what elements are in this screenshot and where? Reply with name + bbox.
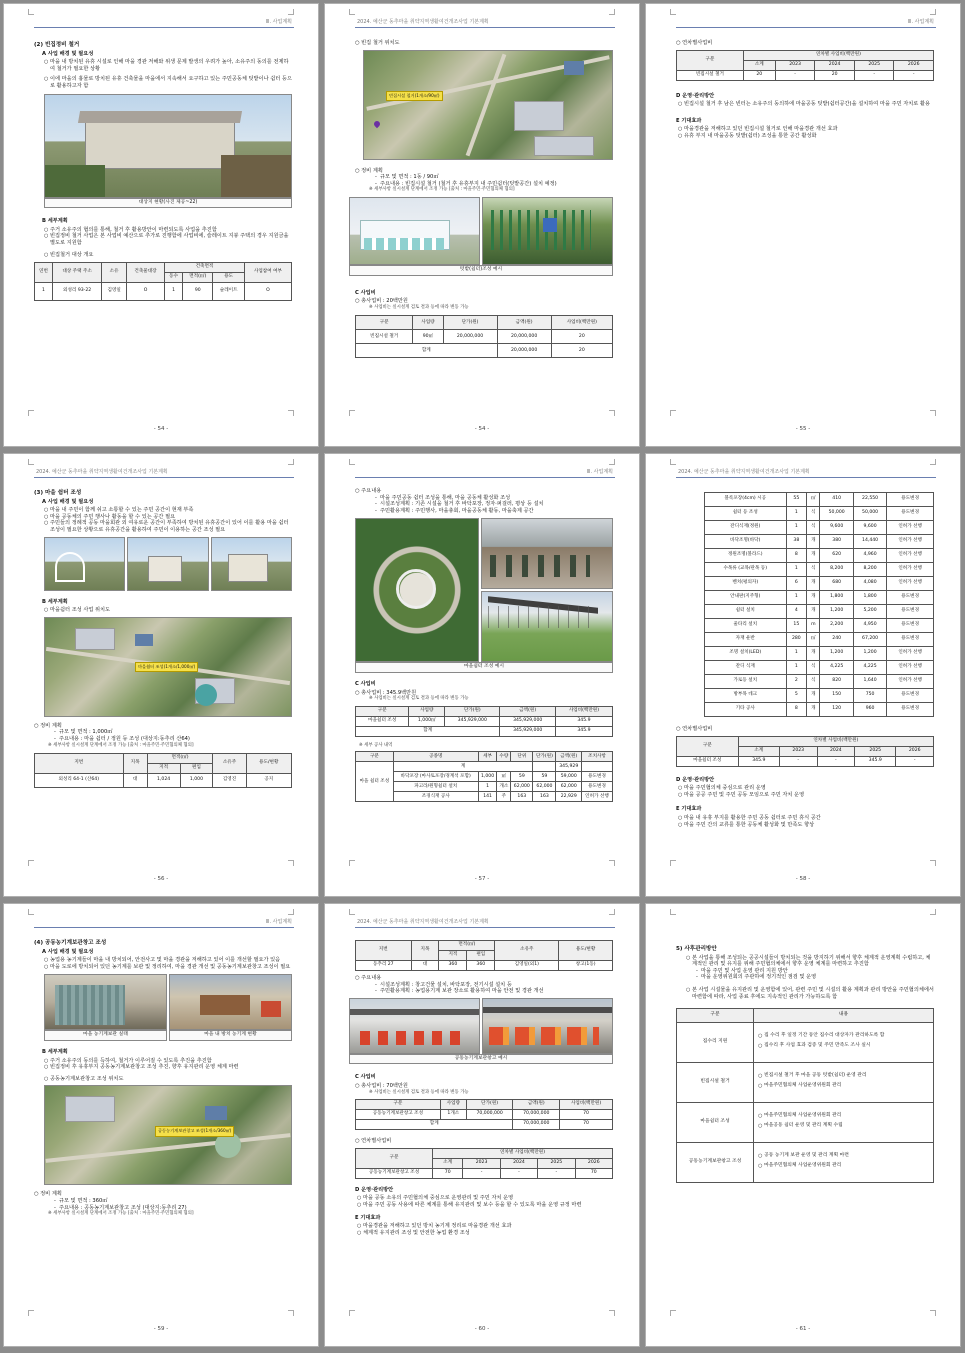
table-cell: 용도변경 [887, 689, 934, 703]
running-header: Ⅲ. 사업계획 [355, 466, 615, 478]
table-row [677, 1023, 934, 1063]
table-row [677, 1143, 934, 1183]
table-row: 마을쉼터 조성 1,000㎡ 345,929,000 345,929,000 345.9 [356, 716, 613, 726]
lot-table: 지번 지목 면적(㎡) 소유주 용도/현황 지적 편입 동추리 27 대 360 360 김영일(외1) 창고(1동) [355, 940, 613, 971]
yearly-budget-table: 구분 연차별 사업비(백만원) 소계 2023 2024 2025 2026 공동농기계보관창고 조성 70 - - - 70 [355, 1148, 613, 1179]
table-cell: 8 [786, 703, 807, 717]
bullet: ○ 마을 도로에 방치되어 있던 농기계를 보관 및 정리하여, 마을 경관 개선 및 공동농기계보관창고 조성이 필요 [44, 964, 292, 971]
bullet: ○ 농업용 농기계들이 마을 내 방치되어, 안전사고 및 마을 경관을 저해하고 있어 이를 개선할 필요가 있음 [44, 957, 292, 964]
subsection-e: E 기대효과 [676, 117, 702, 124]
table-row [705, 577, 934, 591]
table-cell: 8,200 [820, 563, 853, 577]
table-cell: 50,000 [853, 507, 886, 521]
table-cell: 1 [786, 661, 807, 675]
cost-note: ※ 사업비는 실시설계 검토 결과 등에 따라 변동 가능 [369, 1089, 469, 1095]
table-row: 1 외성리 93-22 김영일 O 1 90 슬레이트 O [35, 283, 292, 301]
table-cell: 1,640 [853, 675, 886, 689]
section-title: (3) 마을 쉼터 조성 [34, 490, 82, 496]
table-cell: 820 [820, 675, 853, 689]
bullet: ○ 공동 농기계 보관 운영 및 관리 계획 마련 [758, 1153, 929, 1160]
site-photos [44, 974, 292, 1041]
content-title: ○ 주요내용 [355, 488, 382, 494]
bullet: ○ 집수리 후 사업 효과 검증 및 주민 만족도 조사 실시 [758, 1043, 929, 1050]
table-cell: 개 [807, 605, 820, 619]
table-cell: 9,600 [853, 521, 886, 535]
page-number: - 61 - [795, 1326, 811, 1332]
table-cell: 개 [807, 689, 820, 703]
bullet: ○ 마을 내 유휴 부지를 활용한 주민 공동 쉼터로 주민 휴식 공간 [678, 815, 934, 822]
yearly-budget-title: ○ 연차별사업비 [676, 726, 713, 732]
table-row [705, 619, 934, 633]
detail-table: 구분 공종명 세부 수량 단위 단가(원) 금액(원) 조치사항 마을 쉼터 조성 계 345,929 바닥포장 (마사토포장/경계석 포함) 1,000 ㎡ 59 59 59,000 용도변경 파고라/원형쉼터 설치 1 개소 62,000 62,000 62,000 용도변경 조경식재 공사 141 주 163 163 22,929 인허가 선행 [355, 751, 613, 802]
table-cell: 자재 운반 [705, 633, 787, 647]
content-item: - 마을 주민공동 쉼터 조성을 통해, 마을 공동체 활성화 조성 [375, 495, 613, 502]
table-cell: 개 [807, 703, 820, 717]
building-photo [44, 94, 292, 198]
table-cell: 620 [820, 549, 853, 563]
table-row [705, 675, 934, 689]
table-cell: 쉼터 설치 [705, 605, 787, 619]
table-cell: 집수리 지원 [677, 1023, 754, 1063]
table-cell: 960 [853, 703, 886, 717]
table-cell: 1 [786, 507, 807, 521]
table-cell: 2,200 [820, 619, 853, 633]
bullet: ○ 빈집정비 후 유휴부지 공동농기계보관창고 조성 추진, 향후 유지관리 운영 체계 마련 [44, 1064, 292, 1071]
photo-caption: 마을 농기계보관 실태 [44, 1030, 167, 1041]
content-item: - 주민활용계획 : 주민행사, 마을총회, 마을공동체 활동, 마을축제 공간 [375, 508, 613, 515]
running-header: Ⅲ. 사업계획 [34, 16, 294, 28]
page-number: - 55 - [795, 426, 811, 432]
yearly-budget-table: 구분 연차별 사업비(백만원) 소계 2023 2024 2025 2026 빈집시설 철거 20 - 20 - - [676, 50, 934, 81]
subsection-b: B 세부계획 [42, 218, 68, 225]
table-cell: 150 [820, 689, 853, 703]
table-cell: 410 [820, 493, 853, 507]
table-cell: 기타 공사 [705, 703, 787, 717]
table-cell: 용도변경 [887, 619, 934, 633]
sub-bullet: - 마을 주민 및 사업 운영 관리 지원 방안 [696, 968, 934, 975]
bullet: ○ 마을 주민 공동 사용에 따른 체계를 통해 유지관리 및 보수 등을 할 수 있도록 마을 운영 규정 마련 [357, 1202, 613, 1209]
bullet: ○ 유휴 부지 내 마을공동 텃밭(쉼터) 조성을 통한 공간 활성화 [678, 133, 934, 140]
detail-title: ※ 세부 공사 내역 [359, 742, 393, 748]
table-cell: 120 [820, 703, 853, 717]
page-55 [645, 3, 961, 447]
table-cell: 블록포장(4cm) 시공 [705, 493, 787, 507]
page-number: - 54 - [474, 426, 490, 432]
running-header: 2024. 예산군 동추마을 취약지역생활여건개조사업 기본계획 [355, 916, 615, 928]
cost-table: 구분 사업량 단가(원) 금액(원) 사업비(백만원) 빈집시설 철거 90㎡ 20,000,000 20,000,000 20 합계 20,000,000 20 [355, 315, 613, 358]
photo-caption: 텃밭(쉼터)조성 예시 [349, 265, 613, 276]
table-row [677, 1103, 934, 1143]
bullet: ○ 주민들의 정례적 공동 마을회관 외 여유로운 공간이 부족하여 방치된 유휴공간이 있어 이를 활용 마을 쉼터 조성이 필요한 상황으로 유휴공간을 활용하여 주민이 이용하는 공간 조성 필요 [44, 520, 292, 533]
page-number: - 59 - [153, 1326, 169, 1332]
table-row: 마을쉼터 조성 345.9 - - 345.9 - [677, 756, 934, 766]
subsection-c: C 사업비 [355, 289, 376, 296]
table-row: 마을 쉼터 조성 계 345,929 [356, 762, 613, 772]
table-cell [754, 1143, 934, 1183]
table-cell: ㎡ [807, 493, 820, 507]
cost-table: 구분 사업량 단가(원) 금액(원) 사업비(백만원) 마을쉼터 조성 1,000㎡ 345,929,000 345,929,000 345.9 합계 345,929,000 345.9 [355, 706, 613, 737]
table-row [705, 661, 934, 675]
table-cell: 8,200 [853, 563, 886, 577]
table-cell: 5,200 [853, 605, 886, 619]
table-cell: 55 [786, 493, 807, 507]
aftercare-table: 구분 내용 집수리 지원 ○ 집 수리 후 일정 기간 동안 집수리 대상자가 관리하도록 함 ○ 집수리 후 사업 효과 검증 및 주민 만족도 조사 실시 빈집시설 철거 ○ 빈집시설 철거 후 마을 공동 텃밭(쉼터) 운영 관리 ○ 마을주민협의체 사업운영위원회 관리 마을쉼터 조성 ○ 마을주민협의체 사업운영위원회 관리 ○ 마을공동 쉼터 운영 및 관리 계획 수립 공동농기계보관창고 조성 ○ 공동 농기계 보관 운영 및 관리 계획 마련 ○ 마을주민협의체 사업운영위원회 관리 [676, 1008, 934, 1183]
bullet: ○ 마을경관을 저해하고 있던 빈집시설 철거로 인해 마을경관 개선 효과 [678, 126, 934, 133]
table-cell: 50,000 [820, 507, 853, 521]
bullet: ○ 빈집철거 대상 개요 [44, 252, 292, 259]
table-row: 빈집시설 철거 20 - 20 - - [677, 70, 934, 80]
table-cell: 빈집시설 철거 [677, 1063, 754, 1103]
location-map [363, 50, 613, 160]
subsection-c: C 사업비 [355, 1074, 376, 1081]
subsection-c: C 사업비 [355, 680, 376, 687]
bullet: ○ 마을 내 방치된 유휴 시설로 인해 마을 경관 저해와 위생 문제 발생의 우려가 높아, 소유주의 동의를 전제하여 철거가 필요한 상황 [44, 59, 292, 72]
table-cell: 4,225 [853, 661, 886, 675]
table-cell: 안내판(지주형) [705, 591, 787, 605]
yearly-budget-title: ○ 연차별사업비 [676, 40, 713, 46]
table-cell: 용도변경 [887, 633, 934, 647]
total-cost: ○ 총사업비 : 70백만원 [355, 1082, 408, 1089]
table-total: 합계 20,000,000 20 [356, 344, 613, 358]
content-item: - 시설조성계획 : 기존 시설을 철거 후 바닥포장, 정자·퍼걸러, 평상 등 설치 [375, 501, 613, 508]
table-row [705, 633, 934, 647]
page-number: - 57 - [474, 876, 490, 882]
table-cell: 38 [786, 535, 807, 549]
table-cell: 마을쉼터 조성 [677, 1103, 754, 1143]
table-cell: 280 [786, 633, 807, 647]
bullet: ○ 마을 주민협의체 중심으로 관리 운영 [678, 785, 934, 792]
lot-table: 지번 지목 면적(㎡) 소유주 용도/현황 지적 편입 외성리 64-1 (산64) 대 1,024 1,000 김영진 공지 [34, 753, 292, 788]
plan-note: ※ 세부사항 실시설계 단계에서 조정 가능 [출처 : 마을주민·주민협의체 협의] [369, 187, 515, 193]
section-title: (4) 공동농기계보관창고 조성 [34, 940, 107, 946]
table-cell: 9,600 [820, 521, 853, 535]
subsection-a: A 사업 배경 및 필요성 [42, 498, 94, 505]
example-photos [349, 197, 613, 265]
table-cell: 1,800 [820, 591, 853, 605]
table-cell: 1,200 [820, 647, 853, 661]
bullet: ○ 빈집시설 철거 후 남은 빈터는 소유주의 동의하에 마을공동 텃밭(쉼터공간)을 설치하여 마을 주민 자치로 활용 [678, 101, 934, 108]
page-number: - 60 - [474, 1326, 490, 1332]
table-row [705, 591, 934, 605]
table-cell: 용도변경 [887, 493, 934, 507]
bullet: ○ 주거 소유주의 협의를 통해, 철거 후 활용방안이 마련되도록 사업을 추진함 [44, 227, 292, 234]
table-cell: 67,200 [853, 633, 886, 647]
subsection-d: D 운영·관리방안 [676, 776, 715, 783]
subsection-d: D 운영·관리방안 [355, 1186, 394, 1193]
table-row [705, 647, 934, 661]
total-cost: ○ 총사업비 : 345.9백만원 [355, 689, 417, 696]
subsection-b: B 세부계획 [42, 598, 68, 605]
page-54 [3, 3, 319, 447]
plan-item: - 규모 및 면적 : 360㎡ [54, 1198, 292, 1205]
table-cell: 1 [786, 521, 807, 535]
table-row: 바닥포장 (마사토포장/경계석 포함) 1,000 ㎡ 59 59 59,000 용도변경 [356, 772, 613, 782]
table-cell: 680 [820, 577, 853, 591]
table-cell: 인허가 선행 [887, 549, 934, 563]
plan-title: ○ 정비 계획 [34, 1191, 62, 1198]
table-cell: 380 [820, 535, 853, 549]
table-cell: 22,550 [853, 493, 886, 507]
subsection-d: D 운영·관리방안 [676, 92, 715, 99]
table-cell: 6 [786, 577, 807, 591]
section-title: (2) 빈집정비 철거 [34, 42, 80, 48]
table-cell [754, 1063, 934, 1103]
table-cell: 개 [807, 647, 820, 661]
table-cell: 1,800 [853, 591, 886, 605]
table-cell: 1 [786, 563, 807, 577]
table-cell: 1,200 [853, 647, 886, 661]
table-cell: 개 [807, 535, 820, 549]
content-title: ○ 주요내용 [355, 975, 382, 981]
table-cell: 5 [786, 689, 807, 703]
plan-note: ※ 세부사항 실시설계 단계에서 조정 가능 [출처 : 마을주민·주민협의체 협의] [48, 1211, 194, 1217]
sub-bullet: - 마을 운영위원회의 주관하에 정기적인 점검 및 운영 [696, 974, 934, 981]
table-cell: 인허가 선행 [887, 675, 934, 689]
table-row: 동추리 27 대 360 360 김영일(외1) 창고(1동) [356, 961, 613, 971]
table-row [705, 605, 934, 619]
plan-item: - 규모 및 면적 : 1,000㎡ [54, 729, 292, 736]
table-cell: ㎥ [807, 633, 820, 647]
table-row [705, 689, 934, 703]
table-cell: 식 [807, 661, 820, 675]
table-cell: 공동농기계보관창고 조성 [677, 1143, 754, 1183]
map-label: 마을쉼터 조성(1개소/1,000㎡) [135, 662, 198, 673]
table-cell: 인허가 선행 [887, 563, 934, 577]
table-cell: 240 [820, 633, 853, 647]
running-header: Ⅲ. 사업계획 [676, 16, 936, 28]
table-cell: 2 [786, 675, 807, 689]
bullet: ○ 마을 공공 주민 및 주민 공동 모임으로 주민 자치 운영 [678, 792, 934, 799]
target-house-table: 연번 대상 주택 주소 소유 건축물대장 건축면적 사업참여 여부 동수 면적(㎡) 용도 1 외성리 93-22 김영일 O 1 90 슬레이트 O [34, 262, 292, 301]
yearly-budget-table: 구분 연차별 사업비(백만원) 소계 2023 2024 2025 2026 마을쉼터 조성 345.9 - - 345.9 - [676, 736, 934, 767]
table-cell: 용도변경 [887, 605, 934, 619]
bullet: ○ 마을주민협의체 사업운영위원회 관리 [758, 1083, 929, 1090]
location-title: ○ 빈집 철거 위치도 [355, 40, 400, 46]
yearly-budget-title: ○ 연차별사업비 [355, 1138, 392, 1145]
table-cell: 방부목 데크 [705, 689, 787, 703]
table-cell: 쉼터 등 조성 [705, 507, 787, 521]
page-58 [645, 453, 961, 897]
table-row [705, 521, 934, 535]
plan-title: ○ 정비 계획 [34, 722, 62, 729]
map-label: 빈집시설 철거(1개소/90㎡) [386, 91, 443, 102]
table-cell: 15 [786, 619, 807, 633]
table-cell: 750 [853, 689, 886, 703]
photo-caption: 마을 내 방치 농기계 현황 [169, 1030, 292, 1041]
table-cell: 잔디식재(정원) [705, 521, 787, 535]
table-cell: 수목류 (교목/관목 등) [705, 563, 787, 577]
table-cell: 개 [807, 591, 820, 605]
table-total: 합계 70,000,000 70 [356, 1120, 613, 1130]
bullet: ○ 마을경관을 저해하고 있던 방치 농기계 정리로 마을경관 개선 효과 [357, 1223, 613, 1230]
bullet: ○ 마을공동 쉼터 운영 및 관리 계획 수립 [758, 1123, 929, 1130]
photo-caption: 마을쉼터 조성 예시 [355, 662, 613, 673]
site-photos [44, 537, 292, 591]
table-cell: 4 [786, 605, 807, 619]
table-cell: 가로등 설치 [705, 675, 787, 689]
bullet: ○ 공동농기계보관창고 조성 위치도 [44, 1076, 292, 1083]
page-61 [645, 903, 961, 1347]
table-cell: 1,200 [820, 605, 853, 619]
subsection-e: E 기대효과 [355, 1214, 381, 1221]
table-row: 공동농기계보관창고 조성 70 - - - 70 [356, 1168, 613, 1178]
running-header: Ⅲ. 사업계획 [34, 916, 294, 928]
table-row: 공동농기계보관창고 조성 1개소 70,000,000 70,000,000 70 [356, 1110, 613, 1120]
table-cell: 8 [786, 549, 807, 563]
cost-note: ※ 사업비는 실시설계 검토 결과 등에 따라 변동 가능 [369, 696, 469, 702]
content-item: - 주민활용계획 : 농업용기계 보관 장소로 활용하여 마을 안전 및 경관 개선 [375, 988, 613, 995]
page-number: - 54 - [153, 426, 169, 432]
bullet: ○ 마을 공동체의 주민 행사나 활동을 할 수 있는 공간 필요 [44, 514, 292, 521]
table-row: 외성리 64-1 (산64) 대 1,024 1,000 김영진 공지 [35, 774, 292, 788]
table-cell: 용도변경 [887, 591, 934, 605]
table-cell: 4,225 [820, 661, 853, 675]
bullet: ○ 마을쉼터 조성 사업 위치도 [44, 607, 292, 614]
table-cell: 인허가 선행 [887, 535, 934, 549]
table-row [705, 703, 934, 717]
cost-note: ※ 사업비는 실시설계 검토 결과 등에 따라 변동 가능 [369, 304, 469, 310]
table-cell [754, 1103, 934, 1143]
plan-note: ※ 세부사항 실시설계 단계에서 조정 가능 [출처 : 마을주민·주민협의체 협의] [48, 742, 194, 748]
bullet: ○ 마을 공동 소유의 주민협의체 중심으로 운영관리 및 주민 자치 운영 [357, 1195, 613, 1202]
bullet: ○ 마을 내 주민이 함께 쉬고 소통할 수 있는 주민 공간이 현재 부족 [44, 507, 292, 514]
photo-caption: 공동농기계보관창고 예시 [349, 1054, 613, 1065]
location-map [44, 617, 292, 717]
page-57 [324, 453, 640, 897]
plan-item: - 주요내용 : 공동농기계보관창고 조성 (대상지:동추리 27) [54, 1205, 292, 1212]
plan-title: ○ 정비 계획 [355, 167, 383, 174]
bullet: ○ 마을주민협의체 사업운영위원회 관리 [758, 1113, 929, 1120]
page-54b [324, 3, 640, 447]
running-header: 2024. 예산군 동추마을 취약지역생활여건개조사업 기본계획 [34, 466, 294, 478]
table-cell: 식 [807, 563, 820, 577]
example-photos [349, 998, 613, 1054]
detail-continuation-table [704, 492, 934, 717]
bullet: ○ 마을주민협의체 사업운영위원회 관리 [758, 1163, 929, 1170]
table-cell: 인허가 선행 [887, 661, 934, 675]
bullet: ○ 빈집정비 철거 사업은 본 사업비 예산으로 추가로 진행함에 사업비에, 슬레이트 지붕 주택의 경우 지원금을 별도로 지원함 [44, 233, 292, 246]
running-header: 2024. 예산군 동추마을 취약지역생활여건개조사업 기본계획 [676, 466, 936, 478]
table-cell: 정원조명(볼라드) [705, 549, 787, 563]
table-cell: 용도변경 [887, 703, 934, 717]
content-item: - 시설조성계획 : 창고건물 설치, 바닥포장, 전기시설 설치 등 [375, 982, 613, 989]
table-cell: 식 [807, 675, 820, 689]
table-cell: 1 [786, 591, 807, 605]
bullet: ○ 본 사업 시설물을 유지관리 및 운영함에 있어, 관련 주민 및 시설의 활용 계획과 관리 방안을 주민협의체에서 마련함에 따라, 사업 종료 후에도 지속적인 관리가 가능하도록 함 [686, 987, 934, 1000]
bullet: ○ 마을 주민 간의 교류를 통한 공동체 활성화 및 만족도 향상 [678, 822, 934, 829]
subsection-b: B 세부계획 [42, 1048, 68, 1055]
map-label: 공동농기계보관창고 조성(1개소/360㎡) [155, 1126, 234, 1137]
table-row: 빈집시설 철거 90㎡ 20,000,000 20,000,000 20 [356, 330, 613, 344]
table-cell: 식 [807, 521, 820, 535]
table-cell: 4,080 [853, 577, 886, 591]
table-row [705, 549, 934, 563]
table-row [677, 1063, 934, 1103]
page-number: - 58 - [795, 876, 811, 882]
page-60 [324, 903, 640, 1347]
plan-item: - 규모 및 면적 : 1동 / 90㎡ [375, 174, 613, 181]
table-cell: 4,960 [853, 549, 886, 563]
table-total: 합계 345,929,000 345.9 [356, 726, 613, 736]
table-cell: 14,440 [853, 535, 886, 549]
photo-caption: 대상지 현황(사진 제공~22) [44, 198, 292, 209]
bullet: ○ 본 사업을 통해 조성되는 공공시설들이 방치되는 것을 방지하기 위해서 향후 체계적 운영계획 수립하고, 체계적인 관리 및 유지를 위해 주민협의체에서 향후 운영 체계를 마련하고 추진함 [686, 955, 934, 968]
table-cell: 인허가 선행 [887, 521, 934, 535]
bullet: ○ 체계적 유지관리 조성 및 안전한 농업 환경 조성 [357, 1230, 613, 1237]
table-cell [754, 1023, 934, 1063]
table-row [705, 563, 934, 577]
table-row: 조경식재 공사 141 주 163 163 22,929 인허가 선행 [356, 792, 613, 802]
table-cell: 식 [807, 507, 820, 521]
table-cell: 바닥조명(바닥) [705, 535, 787, 549]
plan-item: - 주요내용 : 마을 쉼터 / 정원 등 조성 (대상지:동추리 산64) [54, 736, 292, 743]
page-number: - 56 - [153, 876, 169, 882]
plan-item: - 주요내용 : 빈집시설 철거 (철거 후 유휴부지 내 주민쉼터(텃밭공간) 설치 예정) [375, 181, 613, 188]
subsection-e: E 기대효과 [676, 806, 702, 813]
table-cell: 개 [807, 577, 820, 591]
table-cell: 인허가 선행 [887, 577, 934, 591]
bullet: ○ 주거 소유주의 동의를 득하여, 철거가 이루어질 수 있도록 추진을 추진함 [44, 1058, 292, 1065]
bullet: ○ 집 수리 후 일정 기간 동안 집수리 대상자가 관리하도록 함 [758, 1033, 929, 1040]
location-pin-icon [373, 119, 381, 127]
table-row [705, 535, 934, 549]
table-row: 파고라/원형쉼터 설치 1 개소 62,000 62,000 62,000 용도변경 [356, 782, 613, 792]
table-cell: 벤치(평의자) [705, 577, 787, 591]
example-photos [355, 518, 613, 662]
table-row [705, 507, 934, 521]
bullet: ○ 빈집시설 철거 후 마을 공동 텃밭(쉼터) 운영 관리 [758, 1073, 929, 1080]
table-cell: 울타리 설치 [705, 619, 787, 633]
subsection-a: A 사업 배경 및 필요성 [42, 948, 94, 955]
page-59 [3, 903, 319, 1347]
location-map [44, 1085, 292, 1185]
table-cell: m [807, 619, 820, 633]
cost-table: 구분 사업량 단가(원) 금액(원) 사업비(백만원) 공동농기계보관창고 조성 1개소 70,000,000 70,000,000 70 합계 70,000,000 70 [355, 1099, 613, 1130]
table-cell: 잔디 식재 [705, 661, 787, 675]
section-title: 5) 사후관리방안 [676, 946, 717, 952]
table-cell: 인허가 선행 [887, 647, 934, 661]
bullet: ○ 이에 마을의 흉물로 방치된 유휴 건축물을 마을에서 지속해서 요구하고 있는 주민공동체 텃밭이나 쉼터 등으로 활용하고자 함 [44, 76, 292, 89]
subsection-a: A 사업 배경 및 필요성 [42, 50, 94, 57]
page-56 [3, 453, 319, 897]
table-cell: 개 [807, 549, 820, 563]
running-header: 2024. 예산군 동추마을 취약지역생활여건개조사업 기본계획 [355, 16, 615, 28]
table-cell: 4,950 [853, 619, 886, 633]
table-cell: 조명 설치(LED) [705, 647, 787, 661]
table-row [705, 493, 934, 507]
total-cost: ○ 총사업비 : 20백만원 [355, 298, 408, 305]
table-cell: 1 [786, 647, 807, 661]
table-cell: 용도변경 [887, 507, 934, 521]
